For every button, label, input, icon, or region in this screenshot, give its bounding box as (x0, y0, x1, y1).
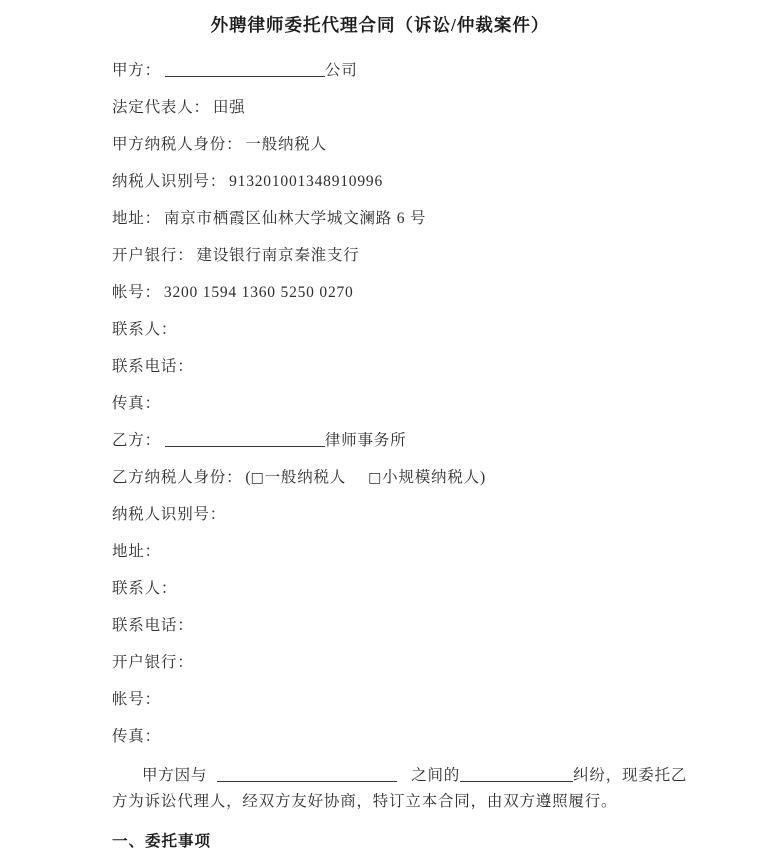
blank-opposing-party (217, 767, 397, 782)
row-party-a-bank (112, 245, 702, 266)
intro-text-2: 之间的 (411, 767, 461, 784)
field-label: 开户银行： (112, 247, 194, 264)
field-label: 地址： (112, 210, 161, 227)
intro-line-2 (112, 789, 702, 815)
blank-underline-party-a-name (165, 62, 325, 77)
field-label: 联系人： (112, 580, 178, 597)
field-label: 地址： (112, 543, 161, 560)
row-party-a-address (112, 208, 702, 229)
field-label: 乙方： (112, 432, 161, 449)
field-label: 联系电话： (112, 358, 194, 375)
blank-dispute-type (460, 767, 573, 782)
field-value: 田强 (212, 99, 246, 116)
field-value: 913201001348910996 (229, 173, 384, 190)
row-party-b-bank (112, 652, 702, 673)
row-party-a (112, 60, 702, 81)
intro-line-1 (112, 763, 702, 789)
field-label: 甲方纳税人身份： (112, 136, 243, 153)
field-label: 甲方： (112, 62, 161, 79)
row-party-b-account (112, 689, 702, 710)
intro-text-1: 甲方因与 (142, 767, 208, 784)
section-heading-entrustment: 一、委托事项 (112, 833, 212, 850)
field-value: 3200 1594 1360 5250 0270 (163, 284, 354, 301)
row-party-b-tax-id (112, 504, 702, 525)
row-party-a-phone (112, 356, 702, 377)
row-party-b-contact (112, 578, 702, 599)
taxpayer-option-small-scale: 小规模纳税人 (382, 469, 480, 486)
field-value: 建设银行南京秦淮支行 (196, 247, 360, 264)
row-party-a-tax-id (112, 171, 702, 192)
field-label: 联系电话： (112, 617, 194, 634)
field-label: 开户银行： (112, 654, 194, 671)
row-legal-representative (112, 97, 702, 118)
row-party-a-account (112, 282, 702, 303)
row-party-b-address (112, 541, 702, 562)
field-label: 纳税人识别号： (112, 173, 227, 190)
field-label: 传真： (112, 728, 161, 745)
contract-body (112, 60, 702, 852)
intro-paragraph (112, 763, 702, 815)
checkbox-small-scale-taxpayer-icon: □ (368, 470, 383, 486)
field-suffix: 律师事务所 (324, 432, 407, 449)
row-party-a-fax (112, 393, 702, 414)
field-label: 联系人： (112, 321, 178, 338)
document-title: 外聘律师委托代理合同（诉讼/仲裁案件） (210, 15, 550, 35)
field-label: 法定代表人： (112, 99, 210, 116)
field-label: 乙方纳税人身份： (112, 469, 243, 486)
field-label: 纳税人识别号： (112, 506, 227, 523)
field-label: 帐号： (112, 691, 161, 708)
row-party-b-fax (112, 726, 702, 747)
field-suffix: 公司 (324, 62, 358, 79)
row-party-b-phone (112, 615, 702, 636)
field-value: 一般纳税人 (245, 136, 327, 153)
intro-text-4: 方为诉讼代理人，经双方友好协商，特订立本合同，由双方遵照履行。 (112, 793, 618, 810)
row-party-b (112, 430, 702, 451)
close-paren: ) (479, 469, 486, 486)
row-party-a-contact (112, 319, 702, 340)
field-label: 帐号： (112, 284, 161, 301)
blank-underline-party-b-name (165, 432, 325, 447)
field-label: 传真： (112, 395, 161, 412)
row-party-a-taxpayer-status (112, 134, 702, 155)
field-value: 南京市栖霞区仙林大学城文澜路 6 号 (163, 210, 427, 227)
row-party-b-taxpayer-status (112, 467, 702, 488)
taxpayer-option-general: 一般纳税人 (264, 469, 347, 486)
open-paren: ( (245, 469, 251, 486)
checkbox-general-taxpayer-icon: □ (250, 470, 265, 486)
intro-text-3: 纠纷，现委托乙 (573, 767, 688, 784)
